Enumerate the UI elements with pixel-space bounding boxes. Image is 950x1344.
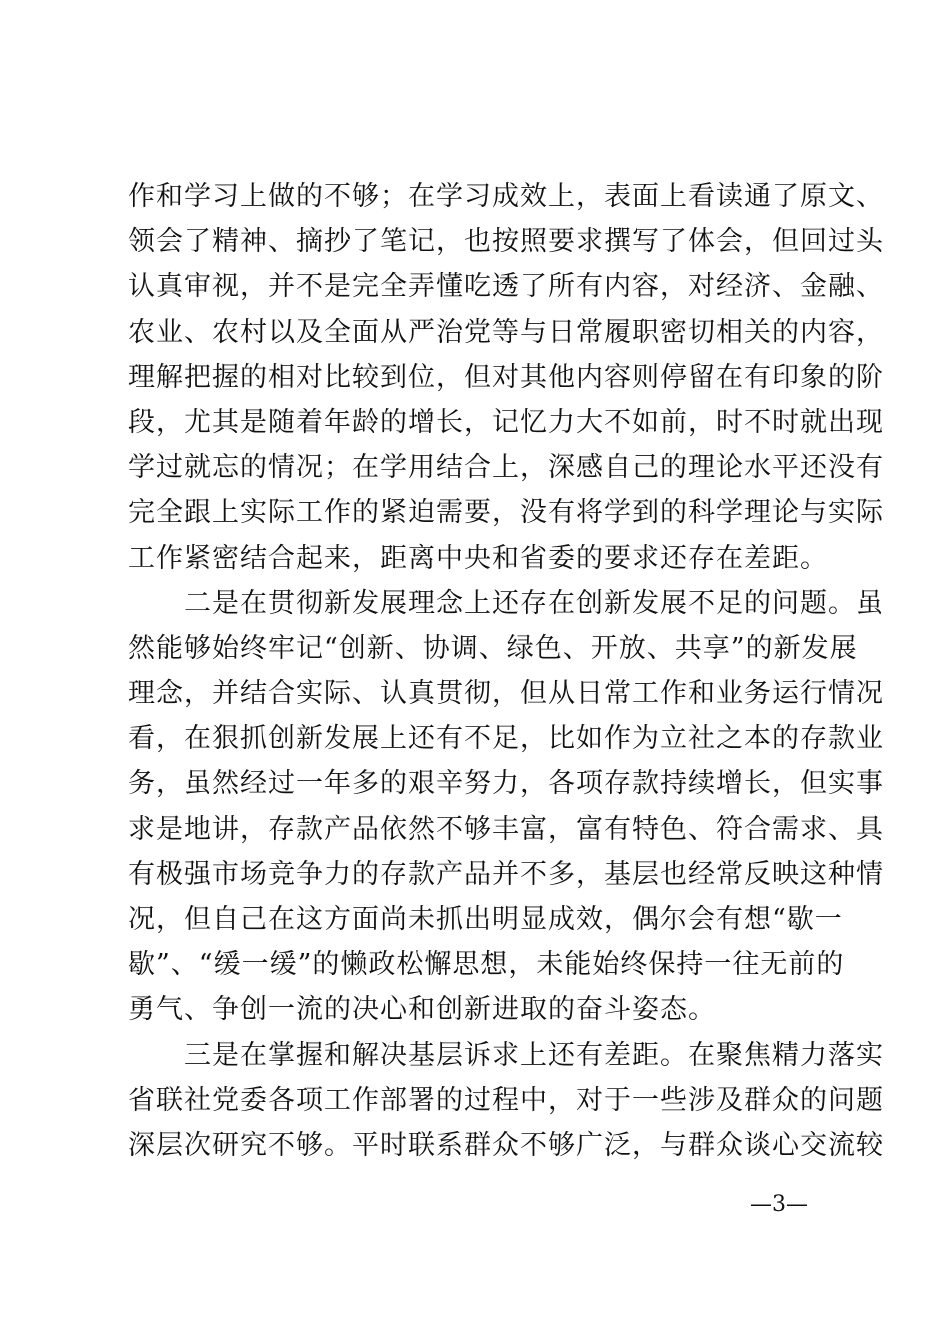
- text-line: 务，虽然经过一年多的艰辛努力，各项存款持续增长，但实事: [128, 768, 884, 800]
- text-line: 完全跟上实际工作的紧迫需要，没有将学到的科学理论与实际: [128, 497, 884, 529]
- text-line: 段，尤其是随着年龄的增长，记忆力大不如前，时不时就出现: [128, 406, 884, 438]
- text-line: 领会了精神、摘抄了笔记，也按照要求撰写了体会，但回过头: [128, 226, 884, 258]
- text-line: 勇气、争创一流的决心和创新进取的奋斗姿态。: [128, 994, 716, 1026]
- text-line: 有极强市场竞争力的存款产品并不多，基层也经常反映这种情: [128, 858, 884, 890]
- text-line: 况，但自己在这方面尚未抓出明显成效，偶尔会有想“歇一: [128, 904, 843, 935]
- text-line: 省联社党委各项工作部署的过程中，对于一些涉及群众的问题: [128, 1084, 884, 1116]
- text-line: 看，在狠抓创新发展上还有不足，比如作为立社之本的存款业: [128, 723, 884, 755]
- text-line: 农业、农村以及全面从严治党等与日常履职密切相关的内容，: [128, 316, 884, 348]
- document-body: [128, 174, 884, 1168]
- page-number: —3—: [750, 1192, 808, 1217]
- text-line: 理念，并结合实际、认真贯彻，但从日常工作和业务运行情况: [128, 678, 884, 710]
- text-line: 深层次研究不够。平时联系群众不够广泛，与群众谈心交流较: [128, 1129, 884, 1161]
- text-line: 工作紧密结合起来，距离中央和省委的要求还存在差距。: [128, 542, 828, 574]
- text-line: 求是地讲，存款产品依然不够丰富，富有特色、符合需求、具: [128, 813, 884, 845]
- text-line: 作和学习上做的不够；在学习成效上，表面上看读通了原文、: [128, 181, 884, 212]
- text-line: 然能够始终牢记“创新、协调、绿色、开放、共享”的新发展: [128, 632, 858, 664]
- text-line: 三是在掌握和解决基层诉求上还有差距。在聚焦精力落实: [128, 1039, 884, 1071]
- text-line: 学过就忘的情况；在学用结合上，深感自己的理论水平还没有: [128, 452, 884, 484]
- text-line: 认真审视，并不是完全弄懂吃透了所有内容，对经济、金融、: [128, 271, 884, 303]
- text-line: 理解把握的相对比较到位，但对其他内容则停留在有印象的阶: [128, 361, 884, 393]
- text-line: 歇”、“缓一缓”的懒政松懈思想，未能始终保持一往无前的: [128, 949, 845, 981]
- text-line: 二是在贯彻新发展理念上还存在创新发展不足的问题。虽: [128, 587, 884, 619]
